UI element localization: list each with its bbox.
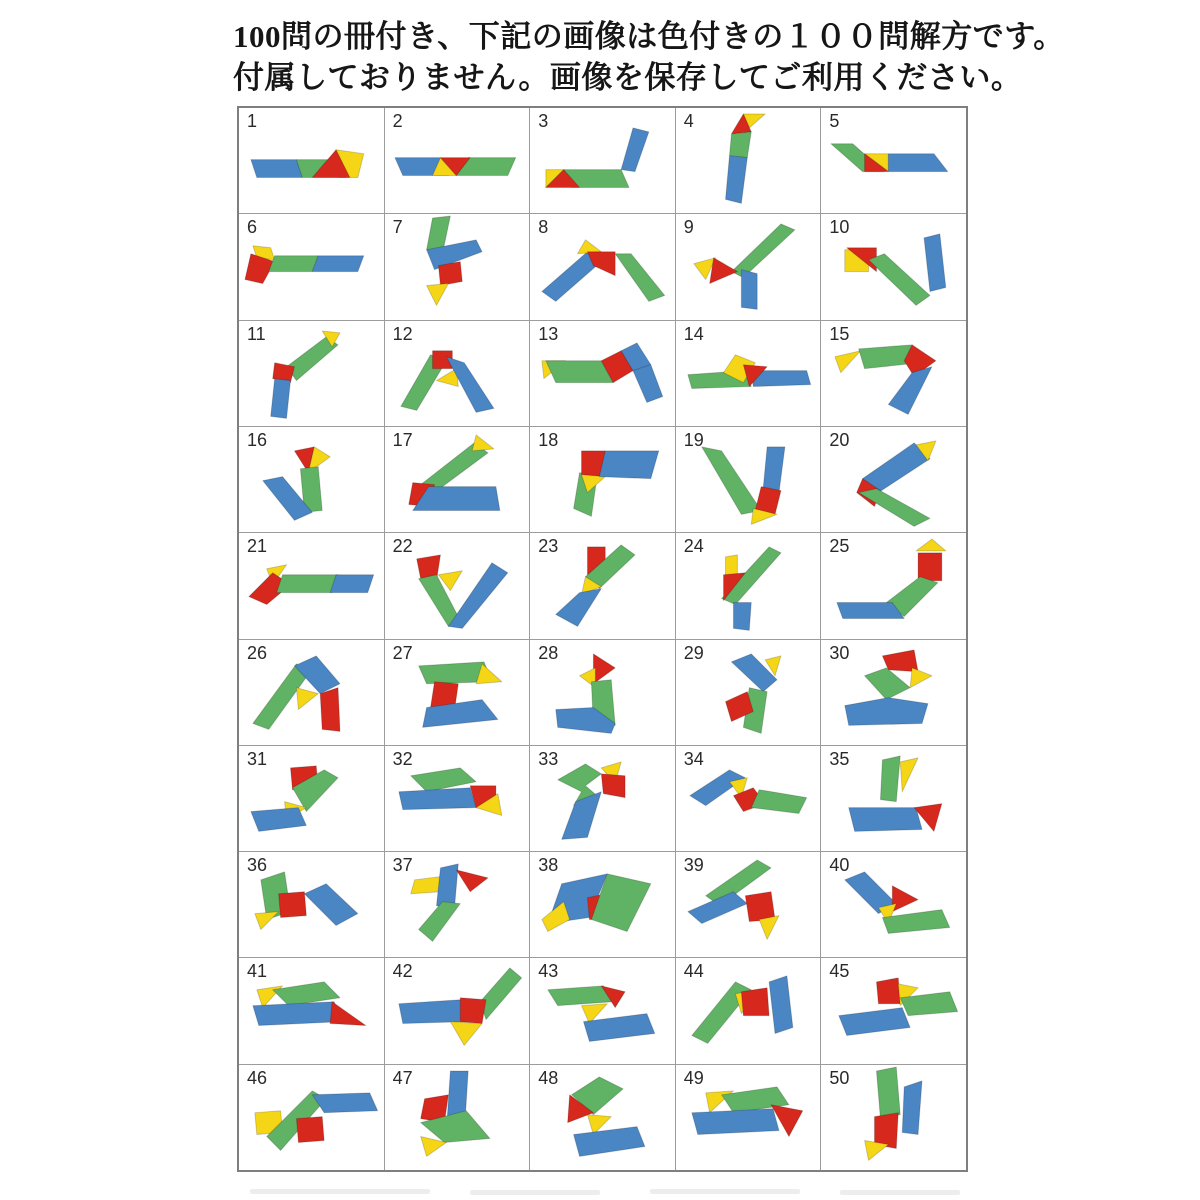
puzzle-cell-49 [676, 1065, 821, 1170]
piece-red [460, 998, 486, 1024]
puzzle-cell-44 [676, 958, 821, 1063]
puzzle-cell-16 [239, 427, 384, 532]
puzzle-cell-31 [239, 746, 384, 851]
piece-blue [312, 256, 363, 272]
cell-number: 35 [829, 748, 850, 769]
cell-number: 12 [392, 323, 413, 344]
puzzle-figure [676, 214, 821, 319]
piece-blue [633, 364, 663, 402]
puzzle-cell-18 [530, 427, 675, 532]
puzzle-cell-32 [385, 746, 530, 851]
puzzle-figure [676, 108, 821, 213]
piece-red [279, 892, 307, 918]
cell-number: 39 [683, 855, 704, 876]
puzzle-cell-13 [530, 321, 675, 426]
piece-green [277, 575, 338, 593]
piece-red [594, 653, 616, 683]
puzzle-figure [385, 214, 530, 319]
piece-blue [845, 697, 928, 725]
cell-number: 17 [392, 429, 413, 450]
puzzle-cell-50 [821, 1065, 966, 1170]
scan-artifact [470, 1190, 600, 1195]
cell-number: 41 [247, 961, 268, 982]
cell-number: 18 [538, 429, 559, 450]
cell-number: 7 [392, 217, 403, 238]
puzzle-cell-21 [239, 533, 384, 638]
cell-number: 31 [247, 748, 268, 769]
cell-number: 5 [829, 111, 840, 131]
piece-blue [600, 451, 659, 479]
piece-green [869, 254, 930, 306]
puzzle-cell-43 [530, 958, 675, 1063]
piece-yellow [296, 687, 318, 709]
cell-number: 49 [683, 1067, 704, 1088]
puzzle-figure [385, 108, 530, 213]
piece-blue [312, 1093, 377, 1113]
puzzle-cell-17 [385, 427, 530, 532]
scan-artifact [250, 1189, 430, 1194]
cell-number: 11 [247, 323, 266, 344]
cell-number: 44 [683, 961, 704, 982]
piece-red [709, 258, 737, 284]
puzzle-cell-26 [239, 640, 384, 745]
cell-number: 47 [392, 1067, 413, 1088]
puzzle-cell-38 [530, 852, 675, 957]
piece-yellow [901, 758, 919, 792]
header-line-1: 100問の冊付き、下記の画像は色付きの１００問解方です。 [233, 19, 1065, 54]
puzzle-cell-37 [385, 852, 530, 957]
piece-blue [271, 378, 291, 418]
puzzle-figure [239, 108, 384, 213]
piece-blue [889, 154, 948, 172]
puzzle-cell-41 [239, 958, 384, 1063]
scan-artifact [650, 1189, 800, 1194]
puzzle-cell-30 [821, 640, 966, 745]
piece-green [615, 254, 665, 302]
piece-yellow [911, 667, 933, 687]
puzzle-cell-28 [530, 640, 675, 745]
piece-green [877, 1067, 901, 1119]
puzzle-cell-35 [821, 746, 966, 851]
piece-green [269, 256, 319, 272]
cell-number: 22 [392, 536, 413, 557]
puzzle-cell-27 [385, 640, 530, 745]
piece-yellow [255, 912, 279, 930]
piece-yellow [450, 1022, 482, 1046]
cell-number: 10 [829, 217, 850, 238]
puzzle-figure [239, 214, 384, 319]
puzzle-cell-1 [239, 108, 384, 213]
scan-artifact [840, 1190, 960, 1195]
cell-number: 21 [247, 536, 268, 557]
cell-number: 8 [538, 217, 549, 238]
piece-red [877, 978, 901, 1004]
cell-number: 36 [247, 855, 268, 876]
cell-number: 24 [683, 536, 704, 557]
puzzle-cell-24 [676, 533, 821, 638]
puzzle-solutions-grid [237, 106, 968, 1172]
piece-blue [839, 1008, 910, 1036]
cell-number: 37 [392, 855, 413, 876]
cell-number: 33 [538, 748, 559, 769]
cell-number: 27 [392, 642, 413, 663]
piece-yellow [865, 1140, 889, 1160]
cell-number: 20 [829, 429, 850, 450]
cell-number: 40 [829, 855, 850, 876]
puzzle-cell-6 [239, 214, 384, 319]
piece-blue [889, 366, 933, 414]
piece-green [702, 447, 761, 515]
piece-yellow [472, 435, 494, 451]
puzzle-cell-20 [821, 427, 966, 532]
cell-number: 14 [683, 323, 704, 344]
cell-number: 6 [247, 217, 258, 238]
piece-yellow [426, 284, 448, 306]
cell-number: 30 [829, 642, 850, 663]
piece-red [893, 886, 919, 912]
piece-red [320, 687, 340, 731]
piece-blue [733, 603, 751, 631]
puzzle-cell-19 [676, 427, 821, 532]
piece-blue [251, 807, 306, 831]
puzzle-cell-8 [530, 214, 675, 319]
cell-number: 3 [538, 111, 549, 131]
cell-number: 2 [392, 111, 403, 131]
puzzle-cell-29 [676, 640, 821, 745]
cell-number: 50 [829, 1067, 850, 1088]
piece-blue [903, 1081, 923, 1135]
cell-number: 48 [538, 1067, 559, 1088]
puzzle-cell-46 [239, 1065, 384, 1170]
piece-green [729, 132, 751, 158]
piece-green [418, 902, 460, 942]
piece-blue [574, 1126, 645, 1156]
puzzle-cell-25 [821, 533, 966, 638]
cell-number: 43 [538, 961, 559, 982]
puzzle-cell-48 [530, 1065, 675, 1170]
puzzle-cell-22 [385, 533, 530, 638]
piece-blue [253, 1002, 342, 1026]
piece-blue [562, 791, 602, 839]
piece-blue [556, 589, 602, 627]
cell-number: 28 [538, 642, 559, 663]
puzzle-cell-4 [676, 108, 821, 213]
puzzle-cell-36 [239, 852, 384, 957]
puzzle-cell-34 [676, 746, 821, 851]
piece-blue [398, 1000, 465, 1024]
piece-blue [769, 976, 793, 1034]
piece-red [330, 1002, 366, 1026]
puzzle-figure [530, 108, 675, 213]
puzzle-cell-5 [821, 108, 966, 213]
cell-number: 26 [247, 642, 268, 663]
cell-number: 1 [247, 111, 258, 131]
cell-number: 4 [683, 111, 694, 131]
piece-red [456, 870, 488, 892]
cell-number: 46 [247, 1067, 268, 1088]
puzzle-cell-33 [530, 746, 675, 851]
cell-number: 13 [538, 323, 559, 344]
piece-green [865, 667, 911, 699]
cell-number: 9 [683, 217, 694, 238]
puzzle-cell-45 [821, 958, 966, 1063]
cell-number: 15 [829, 323, 850, 344]
header-line-2: 付属しておりません。画像を保存してご利用ください。 [233, 60, 1023, 95]
piece-blue [692, 1108, 779, 1134]
cell-number: 42 [392, 961, 413, 982]
piece-red [438, 262, 462, 286]
piece-blue [837, 603, 904, 619]
cell-number: 34 [683, 748, 704, 769]
piece-yellow [759, 916, 779, 940]
piece-yellow [916, 539, 946, 551]
puzzle-cell-11 [239, 321, 384, 426]
piece-blue [330, 575, 374, 593]
piece-green [859, 488, 930, 526]
piece-red [296, 1116, 324, 1142]
cell-number: 23 [538, 536, 559, 557]
cell-number: 29 [683, 642, 704, 663]
puzzle-cell-9 [676, 214, 821, 319]
piece-blue [398, 788, 475, 810]
puzzle-cell-2 [385, 108, 530, 213]
piece-blue [849, 807, 922, 831]
puzzle-cell-39 [676, 852, 821, 957]
piece-green [751, 790, 806, 814]
puzzle-figure [821, 108, 966, 213]
cell-number: 32 [392, 748, 413, 769]
puzzle-cell-12 [385, 321, 530, 426]
piece-blue [412, 486, 499, 510]
piece-red [918, 553, 942, 581]
piece-blue [741, 270, 757, 310]
header-text [233, 16, 1093, 98]
piece-green [881, 756, 901, 802]
piece-green [480, 968, 522, 1020]
piece-blue [763, 447, 785, 493]
piece-blue [251, 160, 302, 178]
piece-yellow [835, 350, 861, 372]
piece-blue [924, 234, 946, 292]
piece-blue [621, 128, 649, 172]
piece-blue [725, 156, 747, 204]
piece-blue [304, 884, 357, 926]
puzzle-cell-10 [821, 214, 966, 319]
cell-number: 45 [829, 961, 850, 982]
puzzle-figure [530, 214, 675, 319]
puzzle-cell-47 [385, 1065, 530, 1170]
cell-number: 19 [683, 429, 704, 450]
cell-number: 38 [538, 855, 559, 876]
cell-number: 16 [247, 429, 268, 450]
puzzle-cell-15 [821, 321, 966, 426]
puzzle-cell-7 [385, 214, 530, 319]
puzzle-cell-14 [676, 321, 821, 426]
puzzle-cell-42 [385, 958, 530, 1063]
puzzle-cell-40 [821, 852, 966, 957]
puzzle-cell-3 [530, 108, 675, 213]
piece-red [741, 988, 769, 1016]
puzzle-cell-23 [530, 533, 675, 638]
cell-number: 25 [829, 536, 850, 557]
piece-red [602, 774, 626, 798]
